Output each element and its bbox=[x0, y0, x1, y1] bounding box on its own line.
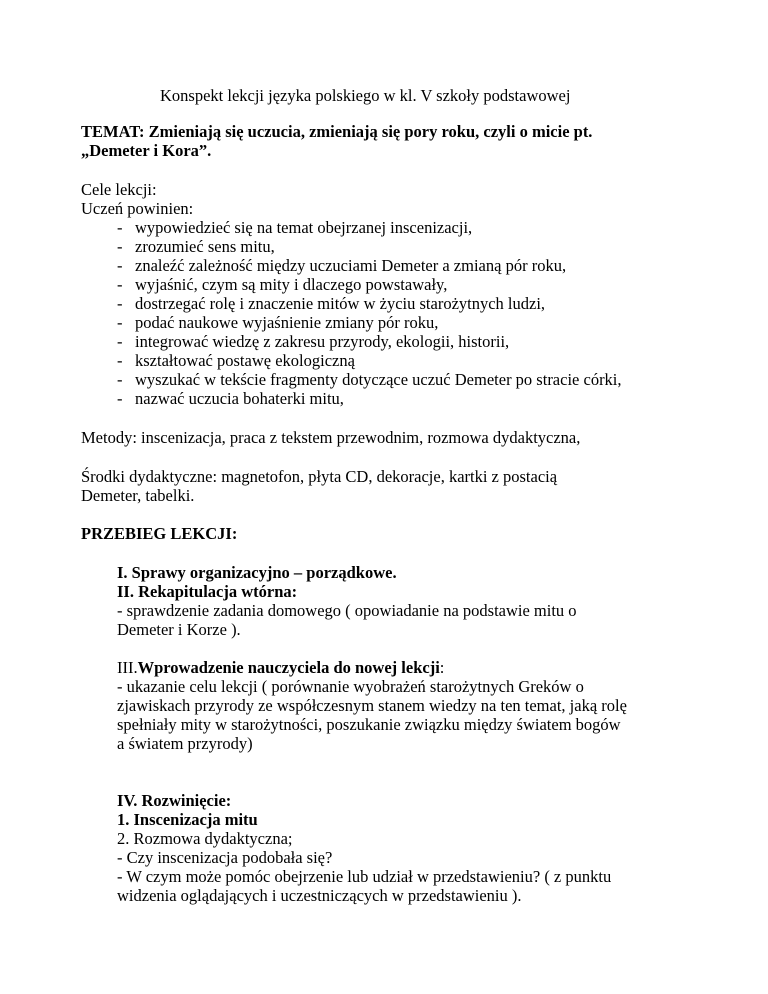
course-heading: PRZEBIEG LEKCJI: bbox=[81, 524, 238, 543]
topic-line-1: TEMAT: Zmieniają się uczucia, zmieniają się pory roku, czyli o micie pt. bbox=[81, 122, 593, 141]
list-item: kształtować postawę ekologiczną bbox=[135, 351, 355, 370]
section-4-item-2: 2. Rozmowa dydaktyczna; bbox=[117, 829, 293, 848]
section-2-text-2: Demeter i Korze ). bbox=[117, 620, 241, 639]
list-bullet: - bbox=[117, 313, 123, 332]
section-3-text-1: - ukazanie celu lekcji ( porównanie wyobrażeń starożytnych Greków o bbox=[117, 677, 584, 696]
section-3-number: III. bbox=[117, 658, 138, 677]
list-bullet: - bbox=[117, 237, 123, 256]
list-item: wyjaśnić, czym są mity i dlaczego powstawały, bbox=[135, 275, 448, 294]
resources-line-2: Demeter, tabelki. bbox=[81, 486, 195, 505]
resources-line-1: Środki dydaktyczne: magnetofon, płyta CD, dekoracje, kartki z postacią bbox=[81, 467, 558, 486]
list-item: podać naukowe wyjaśnienie zmiany pór roku, bbox=[135, 313, 439, 332]
topic-line-2: „Demeter i Kora”. bbox=[81, 141, 212, 160]
list-bullet: - bbox=[117, 351, 123, 370]
section-2-heading: II. Rekapitulacja wtórna: bbox=[117, 582, 298, 601]
section-3-title: Wprowadzenie nauczyciela do nowej lekcji bbox=[137, 658, 440, 677]
list-bullet: - bbox=[117, 389, 123, 408]
section-2-text-1: - sprawdzenie zadania domowego ( opowiadanie na podstawie mitu o bbox=[117, 601, 577, 620]
document-header: Konspekt lekcji języka polskiego w kl. V szkoły podstawowej bbox=[160, 86, 571, 105]
list-bullet: - bbox=[117, 256, 123, 275]
list-bullet: - bbox=[117, 294, 123, 313]
section-3-colon: : bbox=[439, 658, 445, 677]
section-4-heading: IV. Rozwinięcie: bbox=[117, 791, 232, 810]
section-3-heading bbox=[117, 658, 444, 677]
section-4-item-1: 1. Inscenizacja mitu bbox=[117, 810, 258, 829]
list-item: zrozumieć sens mitu, bbox=[135, 237, 275, 256]
section-3-text-2: zjawiskach przyrody ze współczesnym stanem wiedzy na ten temat, jaką rolę bbox=[117, 696, 627, 715]
list-item: dostrzegać rolę i znaczenie mitów w życiu starożytnych ludzi, bbox=[135, 294, 546, 313]
section-3-text-4: a światem przyrody) bbox=[117, 734, 253, 753]
list-item: integrować wiedzę z zakresu przyrody, ekologii, historii, bbox=[135, 332, 510, 351]
list-item: wypowiedzieć się na temat obejrzanej inscenizacji, bbox=[135, 218, 473, 237]
methods-line: Metody: inscenizacja, praca z tekstem przewodnim, rozmowa dydaktyczna, bbox=[81, 428, 581, 447]
list-item: znaleźć zależność między uczuciami Demeter a zmianą pór roku, bbox=[135, 256, 567, 275]
goals-intro: Uczeń powinien: bbox=[81, 199, 194, 218]
section-4-question-2-line-2: widzenia oglądających i uczestniczących w przedstawieniu ). bbox=[117, 886, 522, 905]
list-bullet: - bbox=[117, 370, 123, 389]
section-1-heading: I. Sprawy organizacyjno – porządkowe. bbox=[117, 563, 397, 582]
list-bullet: - bbox=[117, 218, 123, 237]
section-4-question-1: - Czy inscenizacja podobała się? bbox=[117, 848, 333, 867]
list-bullet: - bbox=[117, 275, 123, 294]
list-item: nazwać uczucia bohaterki mitu, bbox=[135, 389, 344, 408]
section-4-question-2-line-1: - W czym może pomóc obejrzenie lub udział w przedstawieniu? ( z punktu bbox=[117, 867, 612, 886]
list-bullet: - bbox=[117, 332, 123, 351]
section-3-text-3: spełniały mity w starożytności, poszukanie związku między światem bogów bbox=[117, 715, 621, 734]
goals-heading: Cele lekcji: bbox=[81, 180, 157, 199]
list-item: wyszukać w tekście fragmenty dotyczące uczuć Demeter po stracie córki, bbox=[135, 370, 622, 389]
